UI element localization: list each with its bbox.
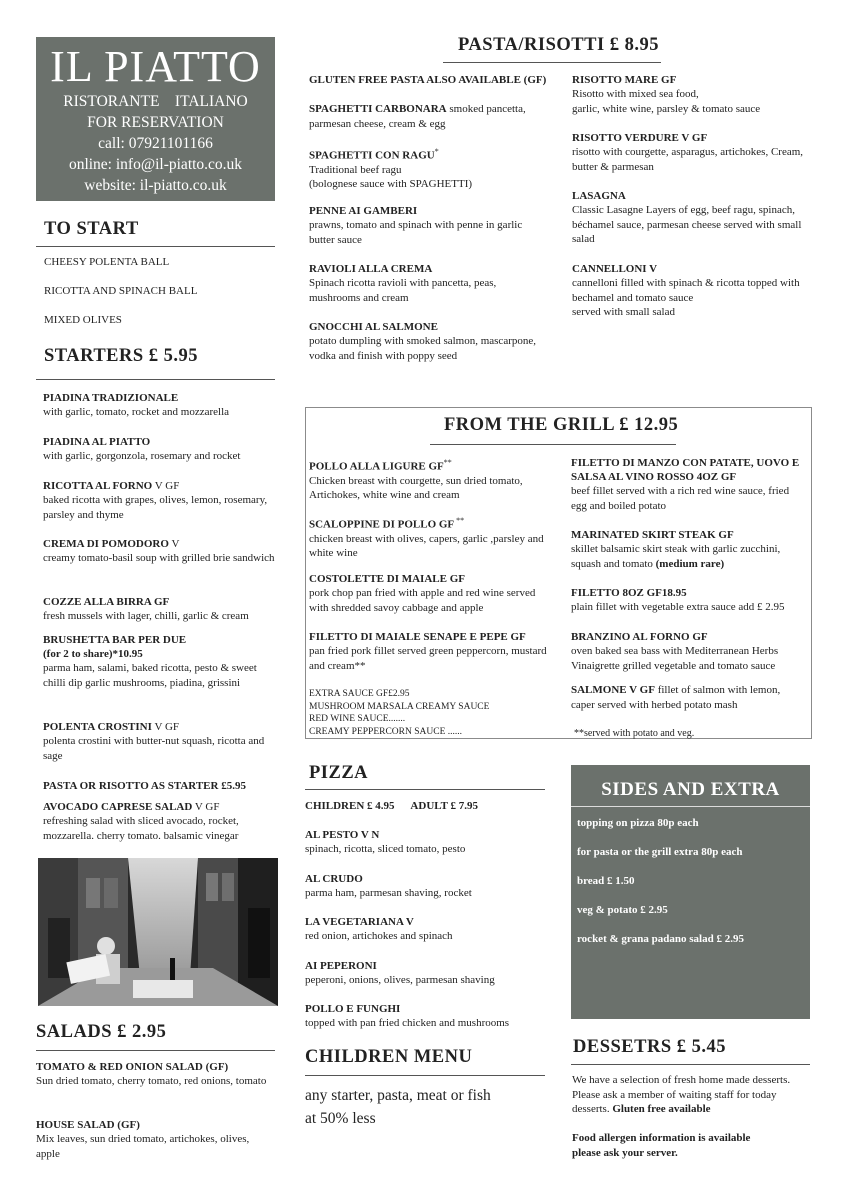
item-desc: potato dumpling with smoked salmon, mascarpone, vodka and finish with poppy seed — [309, 335, 536, 362]
children-text — [305, 1084, 491, 1130]
item-desc: parma ham, salami, baked ricotta, pesto & sweet chilli dip garlic mushrooms, piadina, grissini — [43, 662, 257, 689]
sides-divider — [571, 806, 810, 807]
item-desc: pork chop pan fried with apple and red wine served with shredded savoy cabbage and apple — [309, 587, 536, 614]
item-desc: parma ham, parmesan shaving, rocket — [305, 887, 472, 899]
menu-item — [309, 514, 554, 561]
pizza-prices: CHILDREN £ 4.95 ADULT £ 7.95 — [305, 800, 478, 812]
menu-item — [305, 828, 545, 857]
item-desc: Chicken breast with courgette, sun dried tomato, Artichokes, white wine and cream — [309, 474, 523, 502]
item-desc: polenta crostini with butter-nut squash, ricotta and sage — [43, 735, 265, 762]
item-desc: baked ricotta with grapes, olives, lemon, rosemary, parsley and thyme — [43, 494, 268, 521]
desserts-heading: DESSETRS £ 5.45 — [573, 1037, 726, 1057]
street-photo-illustration — [38, 858, 278, 1006]
menu-item — [309, 145, 549, 192]
children-line: any starter, pasta, meat or fish — [305, 1087, 491, 1104]
menu-item — [36, 1118, 275, 1161]
email-address: online: info@il-piatto.co.uk — [68, 156, 243, 173]
item-name: AI PEPERONI — [305, 960, 377, 972]
extra-sauce-line: EXTRA SAUCE GF£2.95 — [309, 689, 410, 699]
item-name: LA VEGETARIANA V — [305, 916, 414, 928]
menu-item — [309, 262, 549, 305]
item-name: FILETTO DI MANZO CON PATATE, UOVO E SALSA AL VINO ROSSO 4OZ GF — [571, 457, 800, 483]
menu-item — [309, 572, 554, 615]
menu-item — [571, 586, 807, 615]
item-name: RISOTTO VERDURE V GF — [572, 132, 708, 144]
menu-item — [309, 102, 549, 131]
menu-item — [305, 1002, 545, 1031]
to-start-item: CHEESY POLENTA BALL — [44, 256, 170, 268]
menu-item — [571, 528, 807, 571]
menu-item — [309, 630, 554, 673]
pizza-divider — [305, 789, 545, 790]
item-name: SPAGHETTI CON RAGU — [309, 149, 435, 162]
item-desc: refreshing salad with sliced avocado, rocket, mozzarella. cherry tomato. balsamic vinegar — [43, 815, 239, 842]
sides-section — [571, 765, 810, 1019]
extra-sauce-line: CREAMY PEPPERCORN SAUCE ...... — [309, 726, 462, 737]
menu-item — [571, 630, 807, 673]
item-desc: pan fried pork fillet served green peppercorn, mustard and cream** — [309, 645, 547, 672]
item-name: BRUSHETTA BAR PER DUE — [43, 634, 187, 646]
starters-divider — [36, 379, 275, 380]
menu-item — [309, 320, 549, 363]
extra-sauce-line: RED WINE SAUCE....... — [309, 714, 406, 724]
item-tag: V GF — [151, 721, 180, 733]
to-start-heading: TO START — [44, 219, 139, 239]
allergen-line: Food allergen information is available — [572, 1132, 751, 1144]
extra-sauce-line: MUSHROOM MARSALA CREAMY SAUCE — [309, 701, 490, 712]
salads-divider — [36, 1050, 275, 1051]
menu-item — [43, 391, 275, 420]
menu-item — [571, 683, 807, 712]
item-name: TOMATO & RED ONION SALAD (GF) — [36, 1061, 229, 1073]
item-name: POLLO E FUNGHI — [305, 1003, 401, 1015]
to-start-divider — [36, 246, 275, 247]
item-name: FILETTO 8OZ GF18.95 — [571, 587, 687, 599]
item-name: PASTA OR RISOTTO AS STARTER £5.95 — [43, 780, 246, 792]
item-desc: skillet balsamic skirt steak with garlic zucchini, squash and tomato — [571, 543, 781, 570]
menu-item — [572, 189, 808, 247]
reservation-label: FOR RESERVATION — [87, 114, 224, 131]
item-desc: fresh mussels with lager, chilli, garlic & cream — [43, 610, 249, 622]
item-desc: chicken breast with olives, capers, garlic ,parsley and white wine — [309, 532, 544, 560]
item-name: MARINATED SKIRT STEAK GF — [571, 529, 734, 541]
item-name: POLLO ALLA LIGURE GF — [309, 460, 444, 473]
item-name: GNOCCHI AL SALMONE — [309, 321, 438, 333]
starters-heading: STARTERS £ 5.95 — [44, 346, 199, 366]
item-sub: (for 2 to share)*10.95 — [43, 648, 143, 660]
item-desc: caper served with herbed potato mash — [571, 698, 738, 711]
item-name: HOUSE SALAD (GF) — [36, 1119, 140, 1131]
item-bold: (medium rare) — [655, 557, 725, 570]
restaurant-subtitle: RISTORANTE ITALIANO — [63, 93, 248, 110]
item-name: RISOTTO MARE GF — [572, 74, 677, 86]
menu-item — [43, 435, 275, 464]
side-item: for pasta or the grill extra 80p each — [577, 846, 743, 858]
item-desc: Mix leaves, sun dried tomato, artichokes, olives, apple — [36, 1133, 250, 1160]
desserts-divider — [571, 1064, 810, 1065]
restaurant-header — [36, 37, 275, 201]
item-sup: ** — [443, 458, 452, 467]
menu-item — [572, 73, 808, 116]
item-name: RICOTTA AL FORNO — [43, 480, 153, 492]
item-desc: beef fillet served with a rich red wine sauce, fried egg and boiled potato — [571, 485, 790, 512]
desserts-text — [572, 1073, 802, 1117]
desserts-description: We have a selection of fresh home made desserts. Please ask a member of waiting staff for today desserts. — [572, 1074, 791, 1115]
menu-item — [305, 872, 545, 901]
item-desc: red onion, artichokes and spinach — [305, 930, 453, 942]
to-start-item: MIXED OLIVES — [44, 314, 122, 326]
menu-item — [43, 800, 275, 843]
pasta-heading: PASTA/RISOTTI £ 8.95 — [458, 35, 660, 55]
item-sup: ** — [454, 516, 465, 525]
menu-item — [43, 537, 275, 566]
side-item: topping on pizza 80p each — [577, 817, 699, 829]
item-name: FILETTO DI MAIALE SENAPE E PEPE GF — [309, 631, 526, 643]
allergen-note — [572, 1131, 808, 1160]
item-desc: cannelloni filled with spinach & ricotta topped with bechamel and tomato sauce served with small salad — [572, 277, 800, 318]
item-name: BRANZINO AL FORNO GF — [571, 631, 708, 643]
item-name: PIADINA AL PIATTO — [43, 436, 151, 448]
pasta-divider — [443, 62, 661, 63]
item-name: PIADINA TRADIZIONALE — [43, 392, 179, 404]
item-name: LASAGNA — [572, 190, 626, 202]
item-desc: peperoni, onions, olives, parmesan shaving — [305, 974, 495, 986]
menu-item — [43, 779, 275, 793]
item-desc: with garlic, tomato, rocket and mozzarella — [43, 406, 230, 418]
item-desc: prawns, tomato and spinach with penne in garlic butter sauce — [309, 219, 523, 246]
item-desc: oven baked sea bass with Mediterranean Herbs Vinaigrette grilled vegetable and tomato sauce — [571, 645, 779, 672]
menu-item — [43, 633, 275, 690]
item-name: AVOCADO CAPRESE SALAD — [43, 801, 193, 813]
item-sup: * — [434, 147, 439, 156]
item-name: COZZE ALLA BIRRA GF — [43, 596, 170, 608]
phone-number: call: 07921101166 — [98, 135, 213, 152]
menu-item — [309, 73, 549, 87]
side-item: veg & potato £ 2.95 — [577, 904, 668, 916]
children-divider — [305, 1075, 545, 1076]
grill-divider — [430, 444, 676, 445]
restaurant-name: IL PIATTO — [50, 42, 261, 91]
allergen-line: please ask your server. — [572, 1146, 678, 1159]
item-name: RAVIOLI ALLA CREMA — [309, 263, 433, 275]
item-name: CANNELLONI V — [572, 263, 658, 275]
menu-item — [43, 720, 275, 763]
item-desc: Traditional beef ragu (bolognese sauce with SPAGHETTI) — [309, 163, 473, 191]
to-start-item: RICOTTA AND SPINACH BALL — [44, 285, 198, 297]
extra-sauces — [309, 688, 554, 738]
item-desc: spinach, ricotta, sliced tomato, pesto — [305, 843, 466, 855]
menu-item — [36, 1060, 275, 1089]
item-tag: V — [168, 538, 180, 550]
salads-heading: SALADS £ 2.95 — [36, 1022, 167, 1042]
item-desc: Classic Lasagne Layers of egg, beef ragu, spinach, béchamel sauce, parmesan cheese served with small salad — [572, 204, 802, 245]
item-desc: risotto with courgette, asparagus, artichokes, Cream, butter & parmesan — [572, 146, 804, 173]
item-desc: parmesan cheese, cream & egg — [309, 117, 446, 130]
street-photo — [38, 858, 278, 1006]
menu-item — [309, 456, 554, 503]
pizza-heading: PIZZA — [309, 763, 369, 783]
item-name: AL PESTO V N — [305, 829, 380, 841]
side-item: bread £ 1.50 — [577, 875, 635, 887]
item-name: SPAGHETTI CARBONARA — [309, 103, 447, 115]
item-name: SCALOPPINE DI POLLO GF — [309, 518, 455, 531]
item-name: AL CRUDO — [305, 873, 363, 885]
item-desc: with garlic, gorgonzola, rosemary and rocket — [43, 450, 241, 462]
menu-item — [43, 479, 275, 522]
menu-item — [572, 262, 808, 320]
item-name: SALMONE V GF — [571, 684, 655, 696]
menu-item — [43, 595, 275, 624]
item-name: PENNE AI GAMBERI — [309, 205, 418, 217]
sides-heading: SIDES AND EXTRA — [601, 779, 780, 800]
menu-item — [309, 204, 549, 247]
menu-item — [572, 131, 808, 174]
item-desc: plain fillet with vegetable extra sauce add £ 2.95 — [571, 601, 785, 613]
grill-heading: FROM THE GRILL £ 12.95 — [444, 415, 679, 435]
item-inline: smoked pancetta, — [446, 103, 526, 115]
item-name: GLUTEN FREE PASTA ALSO AVAILABLE (GF) — [309, 74, 547, 86]
item-desc: Spinach ricotta ravioli with pancetta, peas, mushrooms and cream — [309, 277, 497, 304]
website-address: website: il-piatto.co.uk — [84, 177, 227, 194]
menu-item — [305, 959, 545, 988]
item-desc: creamy tomato-basil soup with grilled brie sandwich — [43, 552, 275, 564]
gluten-free-note: Gluten free available — [612, 1103, 711, 1115]
item-name: COSTOLETTE DI MAIALE GF — [309, 573, 465, 585]
side-item: rocket & grana padano salad £ 2.95 — [577, 933, 744, 945]
children-heading: CHILDREN MENU — [305, 1047, 473, 1067]
menu-item — [571, 456, 807, 513]
item-tag: V GF — [152, 480, 180, 492]
children-line: at 50% less — [305, 1110, 376, 1127]
item-name: CREMA DI POMODORO — [43, 538, 169, 550]
item-desc: Sun dried tomato, cherry tomato, red onions, tomato — [36, 1075, 267, 1087]
grill-note: **served with potato and veg. — [574, 728, 695, 739]
menu-item — [305, 915, 545, 944]
item-tag: V GF — [192, 801, 220, 813]
item-inline: fillet of salmon with lemon, — [654, 684, 781, 696]
item-desc: Risotto with mixed sea food, garlic, white wine, parsley & tomato sauce — [572, 88, 761, 115]
item-name: POLENTA CROSTINI — [43, 721, 152, 733]
item-desc: topped with pan fried chicken and mushrooms — [305, 1017, 510, 1029]
